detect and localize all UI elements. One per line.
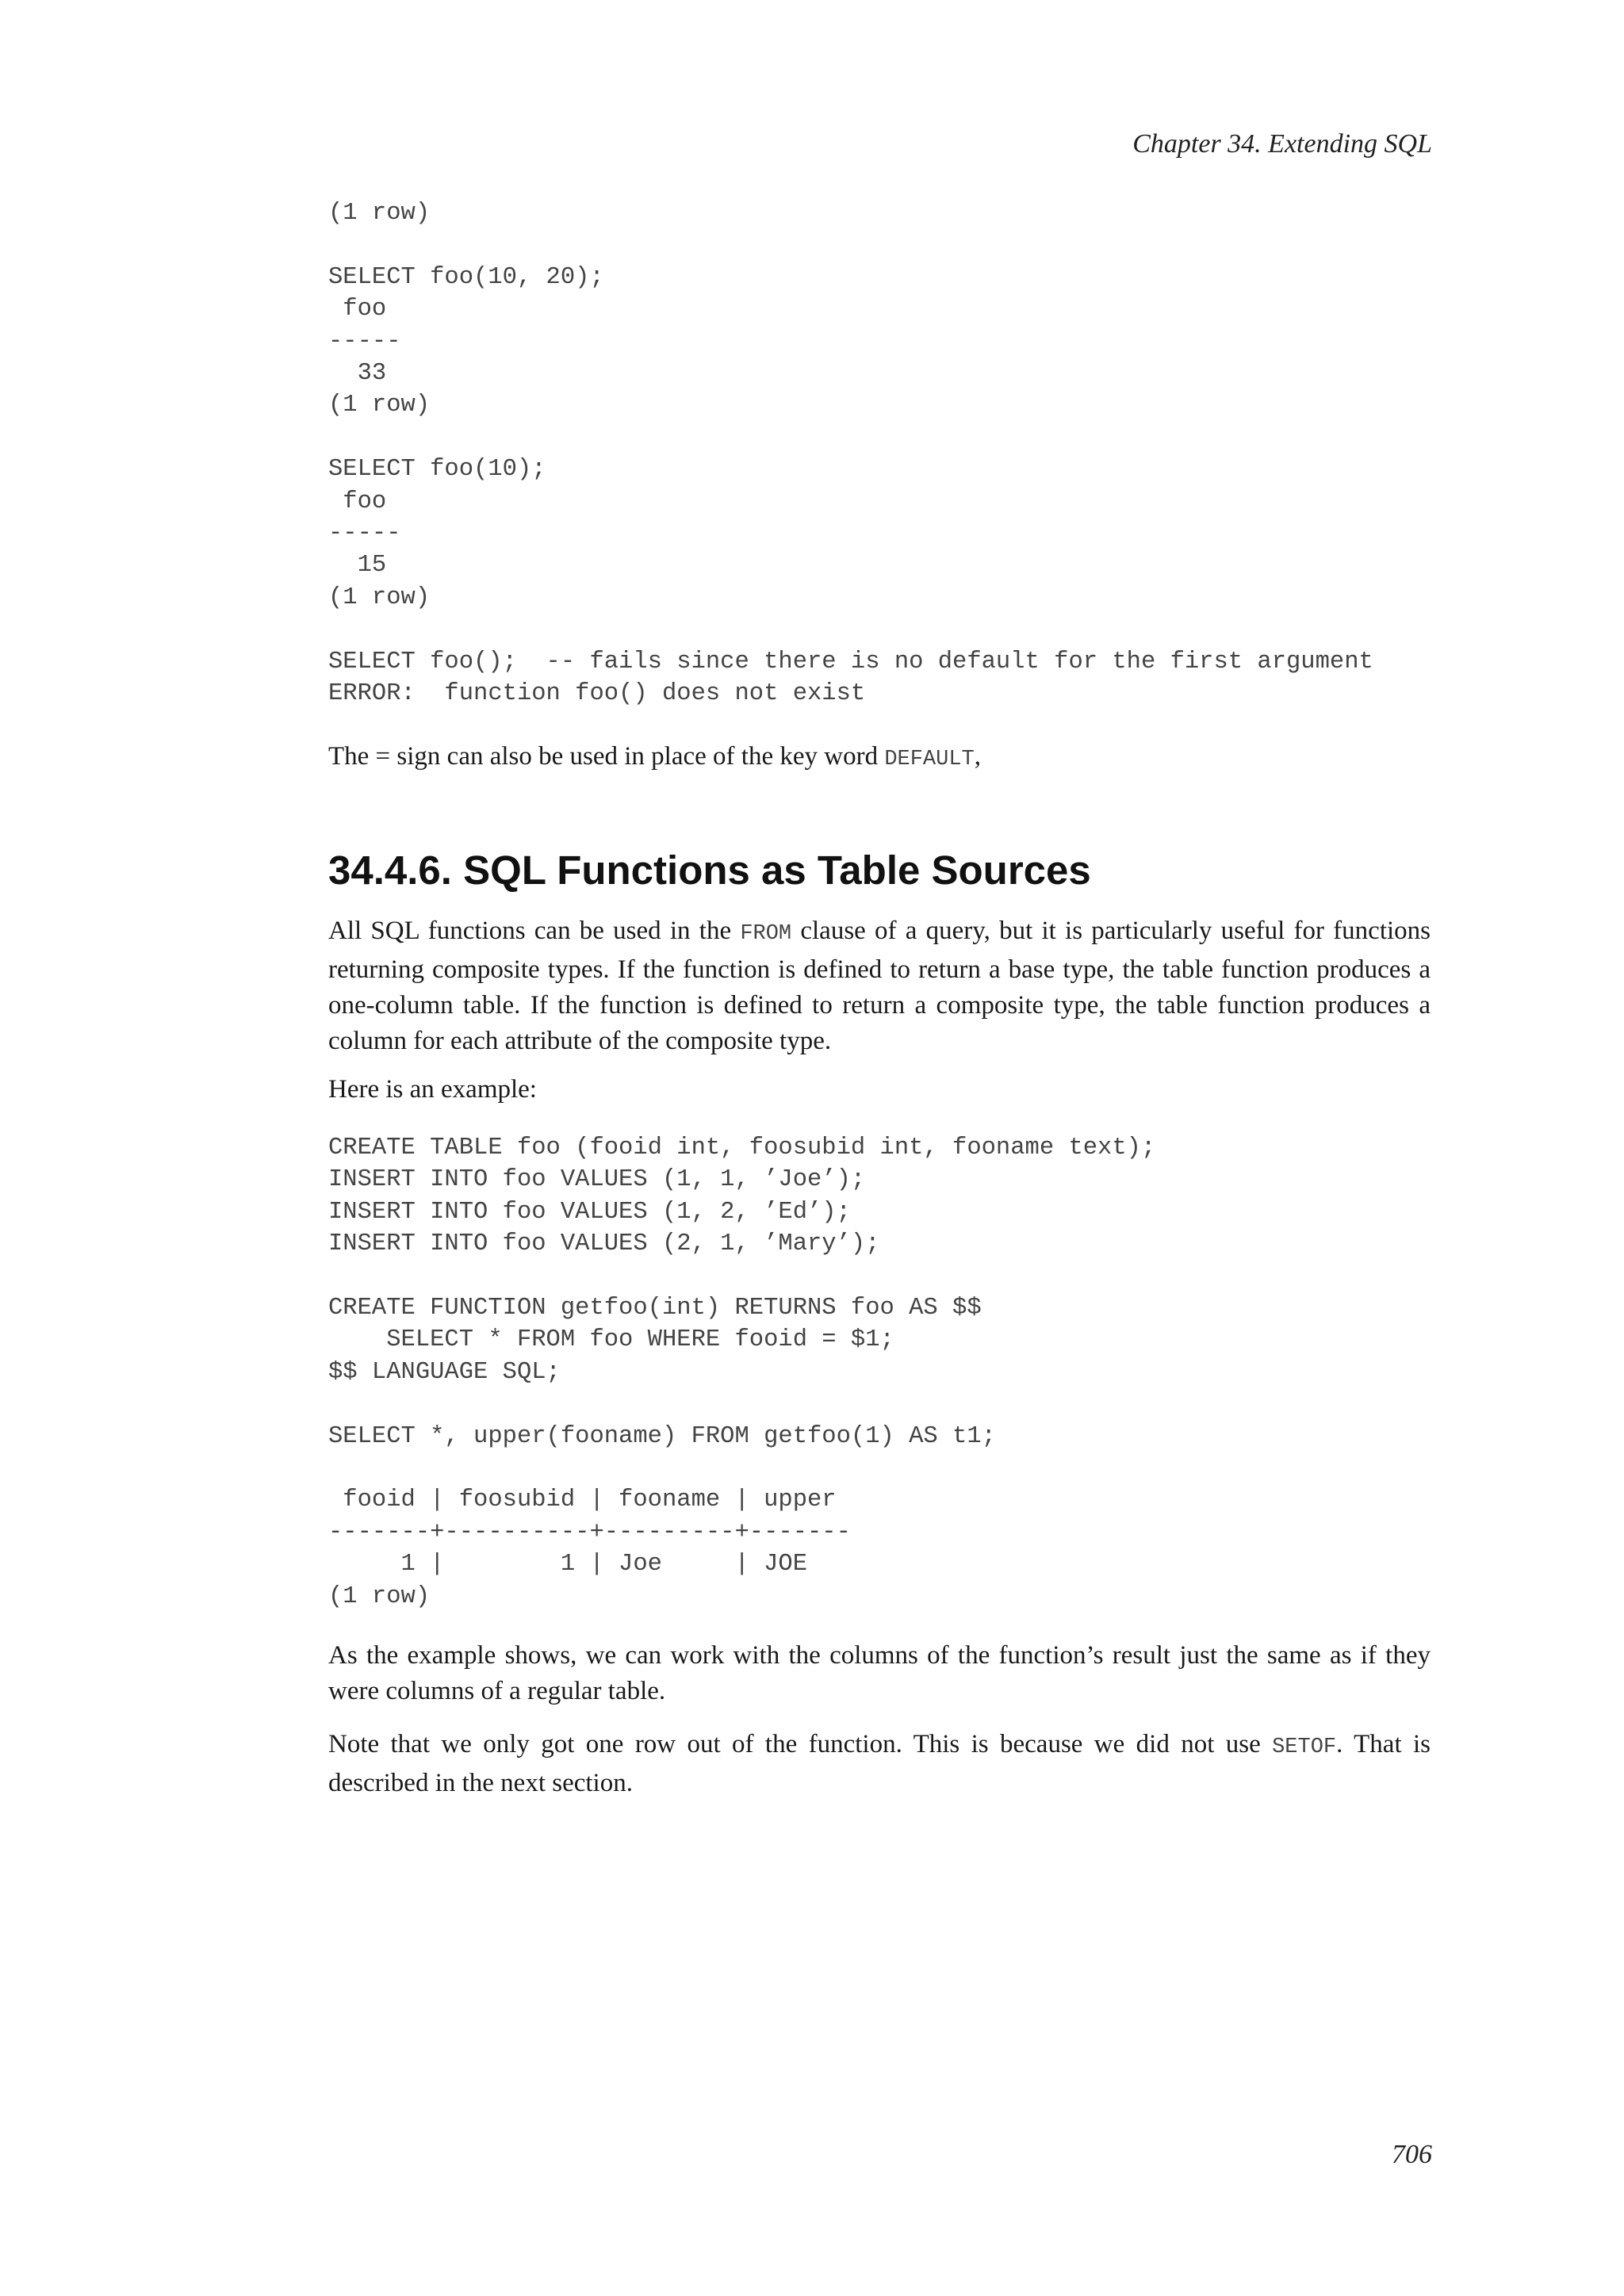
section-heading: 34.4.6. SQL Functions as Table Sources: [328, 848, 1091, 893]
paragraph-default-sign: [328, 739, 1431, 778]
paragraph-text: clause of a query, but it is particularly useful for functions returning composite types. If the function is defined to return a base type, the table function produces a one-column table. If the function is defined to return a composite type, the table function produces a column for each attribute of the composite type.: [328, 916, 1431, 1055]
page-number: 706: [1392, 2140, 1432, 2169]
paragraph-text: The = sign can also be used in place of the key word: [328, 742, 885, 771]
inline-code-setof: SETOF: [1272, 1735, 1337, 1759]
paragraph-intro: [328, 913, 1431, 1059]
paragraph-text: Note that we only got one row out of the function. This is because we did not use: [328, 1730, 1273, 1758]
inline-code-default: DEFAULT: [884, 748, 975, 771]
paragraph-text: All SQL functions can be used in the: [328, 916, 741, 945]
paragraph-example-intro: Here is an example:: [328, 1075, 537, 1104]
running-header: Chapter 34. Extending SQL: [1132, 129, 1432, 159]
paragraph-text: ,: [974, 742, 981, 771]
paragraph-text: . That is described in the next section.: [328, 1730, 1431, 1797]
code-block-table-function-example: CREATE TABLE foo (fooid int, foosubid int, fooname text); INSERT INTO foo VALUES (1, 1, ’Joe’); INSERT INTO foo VALUES (1, 2, ’Ed’); INSERT INTO foo VALUES (2, 1, ’Mary’); CREATE FUNCTION getfoo(int) RETURNS foo AS $$ SELECT * FROM foo WHERE fooid = $1; $$ LANGUAGE SQL; SELECT *, upper(fooname) FROM getfoo(1) AS t1; fooid | foosubid | fooname | upper -------+----------+---------+------- 1 | 1 | Joe | JOE (1 row): [328, 1135, 1156, 1610]
paragraph-columns: As the example shows, we can work with the columns of the function’s result just the same as if they were columns of a regular table.: [328, 1641, 1431, 1705]
code-block-query-results: (1 row) SELECT foo(10, 20); foo ----- 33 (1 row) SELECT foo(10); foo ----- 15 (1 row) SELECT foo(); -- fails since there is no default for the first argument ERROR: function foo() does not exist: [328, 200, 1373, 708]
inline-code-from: FROM: [740, 922, 792, 946]
paragraph-setof: [328, 1727, 1431, 1801]
